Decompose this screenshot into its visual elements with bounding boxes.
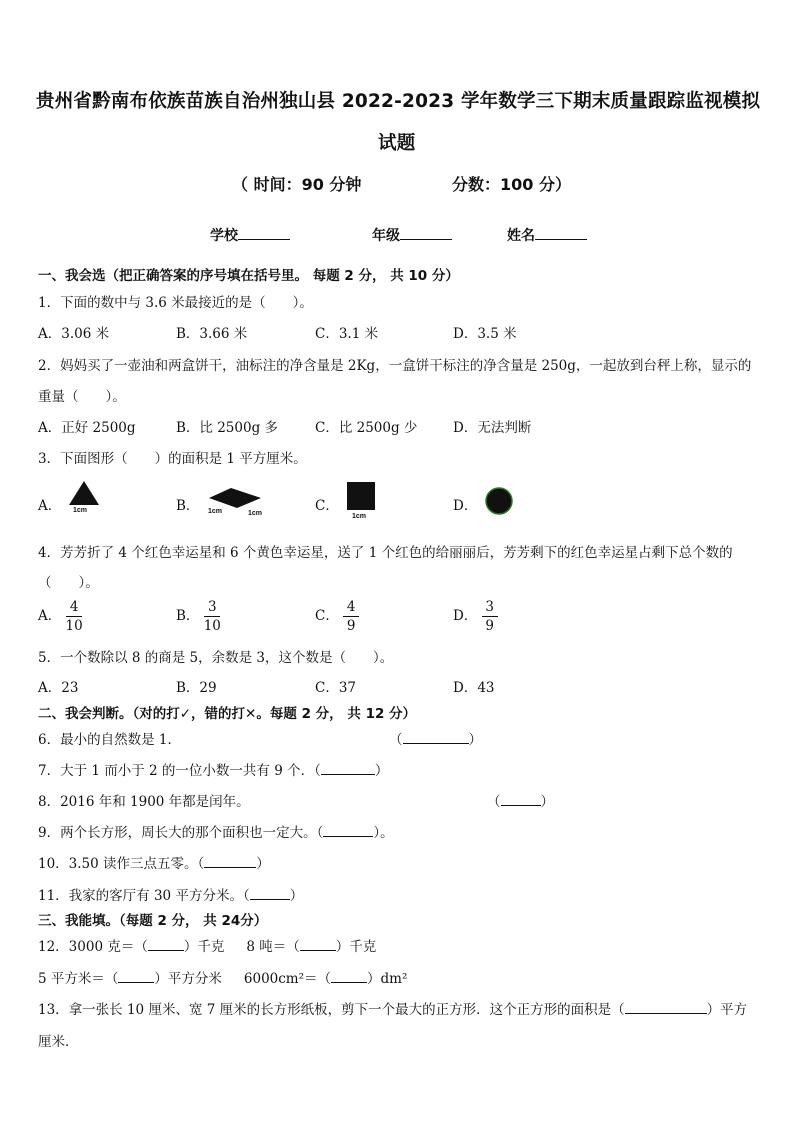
- question-4-line1: 4．芳芳折了 4 个红色幸运星和 6 个黄色幸运星，送了 1 个红色的给丽丽后，芳芳剩下的红色幸运星占剩下总个数的: [38, 545, 733, 561]
- question-3: 3．下面图形（ ）的面积是 1 平方厘米。: [38, 451, 307, 467]
- q5-option-a: A．23: [38, 680, 79, 696]
- q12-g: 6000cm²＝（: [243, 971, 332, 987]
- q5-option-d: D．43: [453, 680, 495, 696]
- q3-b-label1: 1cm: [208, 508, 223, 515]
- q8-answer-blank[interactable]: [487, 790, 554, 810]
- q4-c-fraction: [343, 598, 359, 635]
- section3-heading: 三、我能填。（每题 2 分， 共 24分）: [38, 913, 268, 929]
- q6-paren-open: （: [389, 732, 403, 748]
- q13-end: ）平方: [706, 1002, 748, 1018]
- q5-option-b: B．29: [176, 680, 217, 696]
- q4-b-num: 3: [208, 599, 217, 615]
- q12-h: ）dm²: [367, 971, 408, 987]
- q7-blank[interactable]: [321, 762, 375, 775]
- question-12-row1: [38, 935, 376, 955]
- question-10: [38, 852, 270, 872]
- question-9: [38, 821, 394, 841]
- circle-shape: [484, 486, 514, 516]
- q4-option-d: [453, 598, 498, 635]
- q2-option-d: D．无法判断: [453, 420, 532, 436]
- q9-end: ）。: [373, 825, 394, 841]
- q4-d-fraction: [482, 598, 498, 635]
- q4-a-fraction: [66, 598, 83, 635]
- q4-a-label: A．: [38, 608, 62, 624]
- q3-shape-triangle: [67, 479, 101, 521]
- q8-blank[interactable]: [501, 793, 541, 806]
- q9-text: 9．两个长方形，周长大的那个面积也一定大。（: [38, 825, 324, 841]
- q4-d-num: 3: [485, 599, 494, 615]
- q10-paren-close: ）: [256, 856, 270, 872]
- q12-blank-1[interactable]: [148, 938, 184, 951]
- q4-d-den: 9: [485, 618, 494, 634]
- q4-b-label: B．: [176, 608, 200, 624]
- grade-label: 年级: [372, 228, 400, 244]
- school-blank: [238, 225, 290, 240]
- q12-blank-4[interactable]: [331, 970, 367, 983]
- q12-c: 8 吨＝（: [246, 939, 300, 955]
- q12-f: ）平方分米: [154, 971, 222, 987]
- q13-blank[interactable]: [625, 1001, 707, 1014]
- q6-blank[interactable]: [403, 731, 469, 744]
- q1-option-c: C．3.1 米: [315, 326, 379, 342]
- q4-option-b: [176, 598, 221, 635]
- q3-option-b: B．: [176, 498, 200, 514]
- q2-option-c: C．比 2500g 少: [315, 420, 418, 436]
- q3-a-label: 1cm: [73, 507, 88, 514]
- name-blank: [535, 225, 587, 240]
- question-4-line2: （ ）。: [38, 575, 99, 591]
- q2-option-b: B．比 2500g 多: [176, 420, 279, 436]
- q3-c-label: 1cm: [352, 513, 367, 520]
- q12-d: ）千克: [335, 939, 377, 955]
- question-11: [38, 884, 303, 904]
- q13-text: 13．拿一张长 10 厘米、宽 7 厘米的长方形纸板，剪下一个最大的正方形．这个正方形的面积是（: [38, 1002, 625, 1018]
- q3-shape-circle: [484, 486, 514, 520]
- q4-b-den: 10: [203, 618, 221, 634]
- school-field: [210, 225, 290, 245]
- q7-paren-close: ）: [374, 763, 389, 779]
- q3-option-c: C．: [315, 498, 339, 514]
- section2-heading: 二、我会判断。（对的打✓，错的打✕。每题 2 分， 共 12 分）: [38, 706, 417, 722]
- q1-option-d: D．3.5 米: [453, 326, 517, 342]
- q12-blank-3[interactable]: [118, 970, 154, 983]
- q12-b: ）千克: [183, 939, 225, 955]
- q4-b-fraction: [204, 598, 221, 635]
- page-title-line2: 试题: [378, 133, 416, 154]
- question-2-line2: 重量（ ）。: [38, 389, 126, 405]
- q3-option-a: A．: [38, 498, 62, 514]
- q7-text: 7．大于 1 而小于 2 的一位小数一共有 9 个．（: [38, 763, 321, 779]
- school-label: 学校: [210, 228, 238, 244]
- q12-blank-2[interactable]: [300, 938, 336, 951]
- q11-paren-close: ）: [289, 888, 304, 904]
- q1-option-b: B．3.66 米: [176, 326, 248, 342]
- q4-a-num: 4: [69, 599, 79, 615]
- grade-field: [372, 225, 452, 245]
- question-8: 8．2016 年和 1900 年都是闰年。: [38, 794, 250, 810]
- rhombus-shape: [207, 486, 263, 510]
- q4-c-den: 9: [346, 618, 356, 634]
- q2-option-a: A．正好 2500g: [38, 420, 136, 436]
- page-title-line1: 贵州省黔南布依族苗族自治州独山县 2022-2023 学年数学三下期末质量跟踪监视模拟: [36, 91, 761, 112]
- q10-text: 10．3.50 读作三点五零。（: [38, 856, 205, 872]
- name-field: [507, 225, 587, 245]
- q3-b-label2: 1cm: [248, 510, 263, 517]
- question-13-line2: 厘米．: [38, 1034, 79, 1050]
- q3-shape-square: [347, 482, 375, 510]
- question-13-line1: [38, 998, 747, 1018]
- q4-d-label: D．: [453, 608, 478, 624]
- q1-option-a: A．3.06 米: [38, 326, 110, 342]
- question-1: 1．下面的数中与 3.6 米最接近的是（ ）。: [38, 295, 313, 311]
- q11-blank[interactable]: [250, 887, 290, 900]
- q6-answer-blank[interactable]: [389, 728, 482, 748]
- q9-blank[interactable]: [323, 824, 373, 837]
- q4-a-den: 10: [65, 618, 83, 634]
- q3-option-d: D．: [453, 498, 478, 514]
- question-2-line1: 2．妈妈买了一壶油和两盒饼干，油标注的净含量是 2Kg，一盒饼干标注的净含量是 250g，一起放到台秤上称，显示的: [38, 358, 752, 374]
- exam-score: 分数：100 分）: [452, 175, 571, 194]
- q4-option-c: [315, 598, 359, 635]
- q10-blank[interactable]: [204, 855, 256, 868]
- q8-paren-open: （: [487, 794, 501, 810]
- name-label: 姓名: [507, 228, 535, 244]
- q8-paren-close: ）: [540, 794, 554, 810]
- q4-option-a: [38, 598, 83, 635]
- q6-paren-close: ）: [468, 732, 482, 748]
- question-7: [38, 759, 388, 779]
- section1-heading: 一、我会选（把正确答案的序号填在括号里。 每题 2 分， 共 10 分）: [38, 268, 459, 284]
- question-5: 5．一个数除以 8 的商是 5，余数是 3，这个数是（ ）。: [38, 650, 394, 666]
- question-6: 6．最小的自然数是 1．: [38, 732, 181, 748]
- q4-c-num: 4: [346, 599, 356, 615]
- q11-text: 11．我家的客厅有 30 平方分米。（: [38, 888, 250, 904]
- q4-c-label: C．: [315, 608, 339, 624]
- q12-a: 12．3000 克＝（: [38, 939, 148, 955]
- q12-e: 5 平方米＝（: [38, 971, 119, 987]
- question-12-row2: [38, 967, 407, 987]
- grade-blank: [400, 225, 452, 240]
- exam-time: （ 时间：90 分钟: [232, 175, 362, 194]
- q5-option-c: C．37: [315, 680, 357, 696]
